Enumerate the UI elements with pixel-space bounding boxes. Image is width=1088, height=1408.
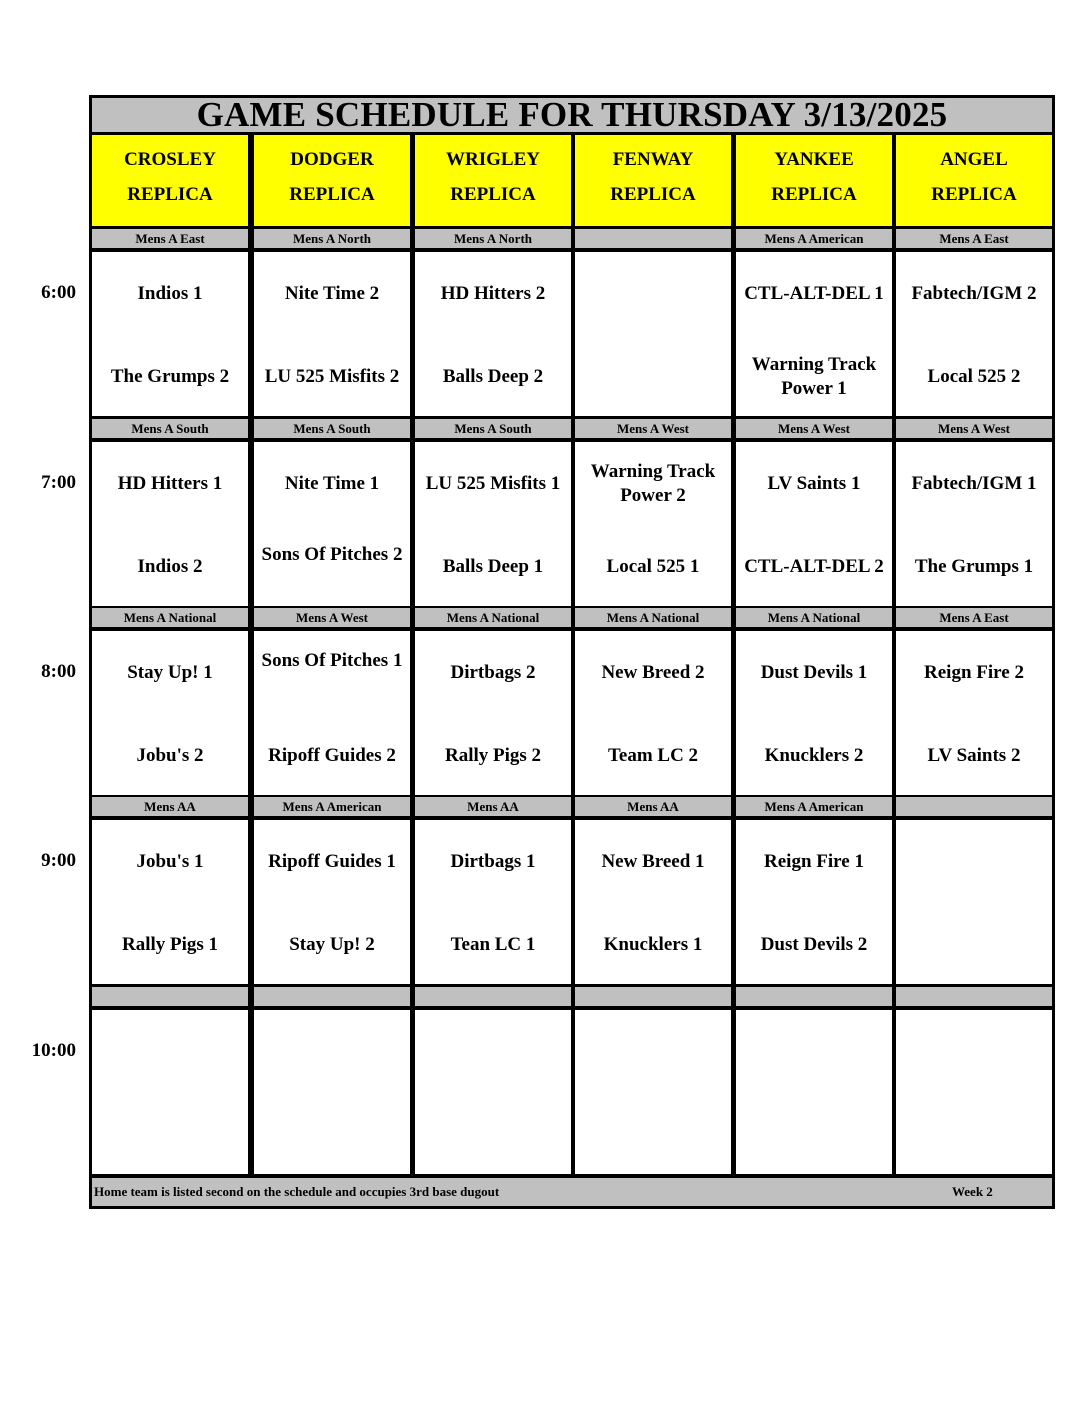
division-label: Mens A National [415,608,571,627]
home-team: Knucklers 1 [603,934,703,955]
field-type: REPLICA [450,183,536,205]
away-team: Fabtech/IGM 2 [911,283,1037,304]
away-team: Fabtech/IGM 1 [911,473,1037,494]
away-team: Dirtbags 1 [450,851,536,872]
field-type: REPLICA [610,183,696,205]
game-cell [896,442,1052,606]
home-team: Team LC 2 [607,745,699,766]
game-cell [736,442,892,606]
field-header [575,135,731,226]
division-label [896,797,1052,816]
away-team: Nite Time 2 [284,283,380,304]
division-label: Mens A North [415,229,571,248]
field-name: ANGEL [940,149,1008,171]
game-cell [736,631,892,795]
game-cell [254,820,410,984]
game-cell [575,820,731,984]
game-cell [415,252,571,416]
field-type: REPLICA [289,183,375,205]
division-label: Mens A National [575,608,731,627]
game-cell [415,442,571,606]
division-label: Mens A American [254,797,410,816]
game-cell [736,820,892,984]
division-label: Mens AA [415,797,571,816]
away-team: LV Saints 1 [767,473,861,494]
home-team: Balls Deep 1 [442,556,544,577]
away-team: Jobu's 1 [136,851,204,872]
home-team: Tean LC 1 [450,934,536,955]
division-label: Mens A East [896,608,1052,627]
home-team: The Grumps 1 [914,556,1034,577]
home-team: Indios 2 [137,556,203,577]
away-team: Indios 1 [137,283,203,304]
home-team: Stay Up! 2 [289,934,375,955]
field-name: FENWAY [612,149,694,171]
home-team: Jobu's 2 [136,745,204,766]
game-cell [92,252,248,416]
week-label: Week 2 [952,1184,993,1199]
division-label: Mens A West [254,608,410,627]
time-label: 6:00 [41,282,76,303]
game-cell [575,252,731,416]
field-type: REPLICA [931,183,1017,205]
game-cell [254,1010,410,1174]
division-label [736,987,892,1006]
game-cell [736,252,892,416]
game-cell [415,631,571,795]
field-header [92,135,248,226]
game-cell [736,1010,892,1174]
home-team: Knucklers 2 [764,745,864,766]
game-cell [254,631,410,795]
away-team: Stay Up! 1 [127,662,213,683]
game-cell [575,1010,731,1174]
division-label [92,987,248,1006]
division-label: Mens A South [254,419,410,438]
footer-bar [92,1178,1052,1206]
division-label [575,987,731,1006]
home-team: Rally Pigs 1 [121,934,219,955]
time-label: 10:00 [31,1040,76,1061]
home-team: Balls Deep 2 [442,366,544,387]
field-name: WRIGLEY [446,149,540,171]
division-label: Mens A National [92,608,248,627]
field-name: YANKEE [774,149,854,171]
division-label: Mens A American [736,229,892,248]
field-header [254,135,410,226]
division-label: Mens A East [92,229,248,248]
away-team: HD Hitters 2 [440,283,546,304]
away-team: New Breed 1 [601,851,705,872]
game-cell [896,1010,1052,1174]
field-header [896,135,1052,226]
game-cell [254,252,410,416]
away-team: Reign Fire 1 [764,851,864,872]
field-header [736,135,892,226]
division-label: Mens A West [896,419,1052,438]
game-cell [575,442,731,606]
away-team: Warning Track Power 2 [590,461,716,506]
game-cell [92,820,248,984]
game-cell [896,631,1052,795]
field-name: CROSLEY [124,149,216,171]
schedule-table [89,95,1055,1209]
division-label: Mens A West [575,419,731,438]
field-name: DODGER [290,149,374,171]
game-cell [896,820,1052,984]
away-team: Reign Fire 2 [924,662,1024,683]
away-team: Dust Devils 1 [760,662,868,683]
footer-note: Home team is listed second on the schedule and occupies 3rd base dugout [94,1184,500,1199]
division-label: Mens A East [896,229,1052,248]
division-label: Mens AA [575,797,731,816]
home-team: Dust Devils 2 [760,934,868,955]
division-label: Mens A South [415,419,571,438]
home-team: Local 525 2 [927,366,1021,387]
time-label: 9:00 [41,850,76,871]
away-team: HD Hitters 1 [117,473,223,494]
schedule-title: GAME SCHEDULE FOR THURSDAY 3/13/2025 [92,98,1052,132]
division-label: Mens A South [92,419,248,438]
division-label [896,987,1052,1006]
away-team: Sons Of Pitches 1 [261,650,403,671]
game-cell [254,442,410,606]
field-type: REPLICA [127,183,213,205]
division-label: Mens AA [92,797,248,816]
home-team: LV Saints 2 [927,745,1021,766]
division-label [415,987,571,1006]
home-team: Ripoff Guides 2 [268,745,396,766]
game-cell [896,252,1052,416]
division-label: Mens A North [254,229,410,248]
game-cell [415,1010,571,1174]
division-label: Mens A National [736,608,892,627]
home-team: Rally Pigs 2 [444,745,542,766]
away-team: LU 525 Misfits 1 [425,473,561,494]
field-type: REPLICA [771,183,857,205]
home-team: LU 525 Misfits 2 [264,366,400,387]
division-label [575,229,731,248]
game-cell [92,1010,248,1174]
home-team: The Grumps 2 [110,366,230,387]
home-team: Warning Track Power 1 [751,354,877,399]
away-team: Ripoff Guides 1 [268,851,396,872]
time-label: 8:00 [41,661,76,682]
home-team: CTL-ALT-DEL 2 [744,556,884,577]
game-cell [92,442,248,606]
time-label: 7:00 [41,472,76,493]
division-label: Mens A American [736,797,892,816]
field-header [415,135,571,226]
division-label: Mens A West [736,419,892,438]
home-team: Local 525 1 [606,556,700,577]
division-label [254,987,410,1006]
home-team: Sons Of Pitches 2 [261,544,403,565]
game-cell [415,820,571,984]
away-team: New Breed 2 [601,662,705,683]
away-team: Dirtbags 2 [450,662,536,683]
game-cell [92,631,248,795]
away-team: Nite Time 1 [284,473,380,494]
game-cell [575,631,731,795]
away-team: CTL-ALT-DEL 1 [744,283,884,304]
